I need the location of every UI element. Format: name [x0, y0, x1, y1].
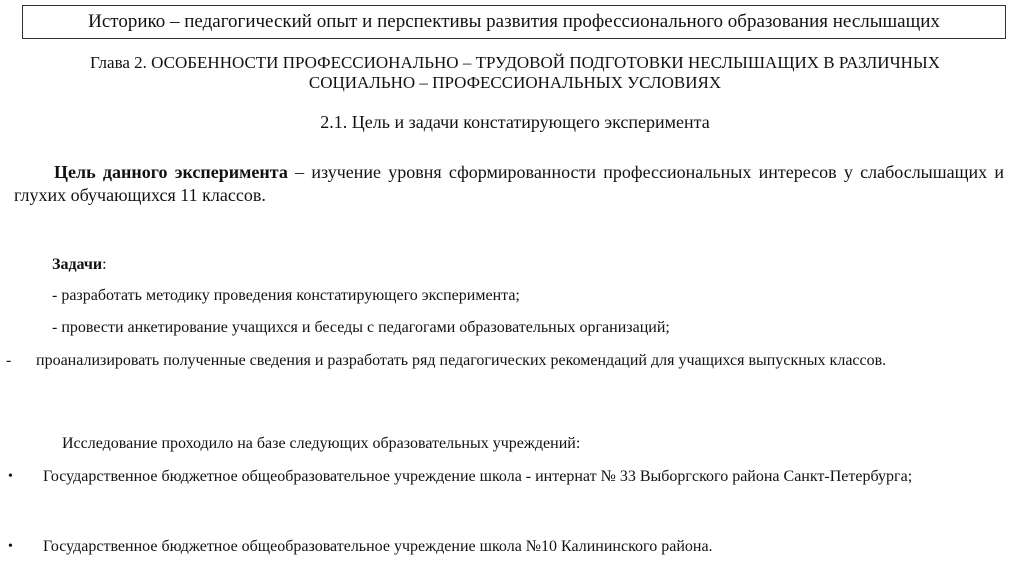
goal-paragraph: [14, 161, 1004, 207]
bullet-icon: •: [8, 539, 13, 554]
goal-text: – изучение уровня сформированности профессиональных интересов у слабослышащих и глухих обучающихся 11 классов.: [14, 162, 1005, 205]
task-item-3-text: проанализировать полученные сведения и разработать ряд педагогических рекомендаций для учащихся выпускных классов.: [36, 352, 887, 369]
task-item-1: - разработать методику проведения констатирующего эксперимента;: [52, 287, 520, 304]
institution-item-2: [8, 537, 1008, 557]
page-title: Историко – педагогический опыт и перспективы развития профессионального образования неслышащих: [22, 5, 1006, 39]
chapter-heading: [20, 53, 1010, 93]
tasks-heading-colon: :: [102, 256, 107, 273]
institution-text-2: Государственное бюджетное общеобразовательное учреждение школа №10 Калининского района.: [43, 538, 713, 555]
chapter-heading-line1: Глава 2. ОСОБЕННОСТИ ПРОФЕССИОНАЛЬНО – ТРУДОВОЙ ПОДГОТОВКИ НЕСЛЫШАЩИХ В РАЗЛИЧНЫХ: [90, 53, 940, 72]
institution-text-1: Государственное бюджетное общеобразовательное учреждение школа - интернат № 33 Выборгского района Санкт-Петербурга;: [43, 468, 913, 485]
tasks-heading-label: Задачи: [52, 256, 103, 273]
bullet-icon: •: [8, 469, 13, 484]
section-title: 2.1. Цель и задачи констатирующего эксперимента: [320, 112, 710, 132]
goal-label: Цель данного эксперимента: [54, 162, 288, 182]
institution-item-1: [8, 467, 1008, 487]
task-item-2: - провести анкетирование учащихся и беседы с педагогами образовательных организаций;: [52, 319, 670, 336]
chapter-heading-line2: СОЦИАЛЬНО – ПРОФЕССИОНАЛЬНЫХ УСЛОВИЯХ: [308, 73, 722, 92]
research-intro: Исследование проходило на базе следующих образовательных учреждений:: [62, 435, 581, 452]
task-item-3: [6, 351, 1006, 371]
task-item-3-marker: -: [6, 352, 12, 369]
tasks-heading: [52, 255, 107, 275]
